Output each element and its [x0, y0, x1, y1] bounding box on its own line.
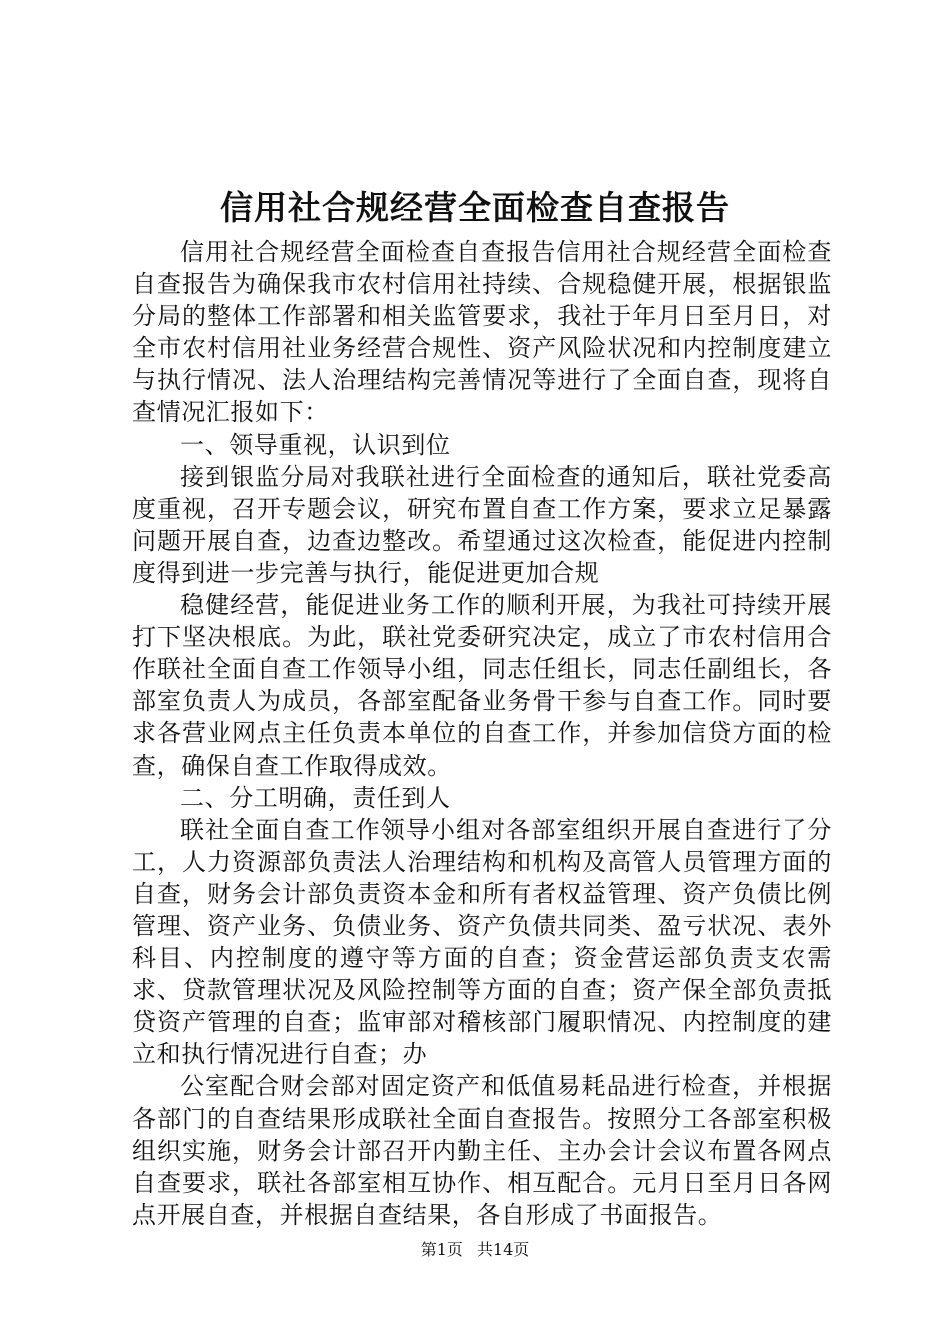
- page-number-total: 共14页: [476, 1240, 530, 1259]
- paragraph-intro: 信用社合规经营全面检查自查报告信用社合规经营全面检查自查报告为确保我市农村信用社持续、合规稳健开展，根据银监分局的整体工作部署和相关监管要求，我社于年月日至月日，对全市农村信用社业务经营合规性、资产风险状况和内控制度建立与执行情况、法人治理结构完善情况等进行了全面自查，现将自查情况汇报如下：: [132, 238, 832, 427]
- page-number-current: 第1页: [420, 1240, 463, 1259]
- document-body: [132, 236, 832, 1231]
- paragraph-1: 接到银监分局对我联社进行全面检查的通知后，联社党委高度重视，召开专题会议，研究布置自查工作方案，要求立足暴露问题开展自查，边查边整改。希望通过这次检查，能促进内控制度得到进一步完善与执行，能促进更加合规: [132, 462, 832, 587]
- paragraph-2: 稳健经营，能促进业务工作的顺利开展，为我社可持续开展打下坚决根底。为此，联社党委研究决定，成立了市农村信用合作联社全面自查工作领导小组，同志任组长，同志任副组长，各部室负责人为成员，各部室配备业务骨干参与自查工作。同时要求各营业网点主任负责本单位的自查工作，并参加信贷方面的检查，确保自查工作取得成效。: [132, 591, 832, 780]
- paragraph-4: 公室配合财会部对固定资产和低值易耗品进行检查，并根据各部门的自查结果形成联社全面自查报告。按照分工各部室积极组织实施，财务会计部召开内勤主任、主办会计会议布置各网点自查要求，联社各部室相互协作、相互配合。元月日至月日各网点开展自查，并根据自查结果，各自形成了书面报告。: [132, 1072, 832, 1229]
- page-footer: [0, 1238, 950, 1262]
- document-title: 信用社合规经营全面检查自查报告: [220, 188, 730, 227]
- section-heading-1: 一、领导重视，认识到位: [180, 430, 451, 459]
- paragraph-3: 联社全面自查工作领导小组对各部室组织开展自查进行了分工，人力资源部负责法人治理结构和机构及高管人员管理方面的自查，财务会计部负责资本金和所有者权益管理、资产负债比例管理、资产业务、负债业务、资产负债共同类、盈亏状况、表外科目、内控制度的遵守等方面的自查；资金营运部负责支农需求、贷款管理状况及风险控制等方面的自查；资产保全部负责抵贷资产管理的自查；监审部对稽核部门履职情况、内控制度的建立和执行情况进行自查；办: [132, 815, 832, 1069]
- section-heading-2: 二、分工明确，责任到人: [180, 783, 451, 812]
